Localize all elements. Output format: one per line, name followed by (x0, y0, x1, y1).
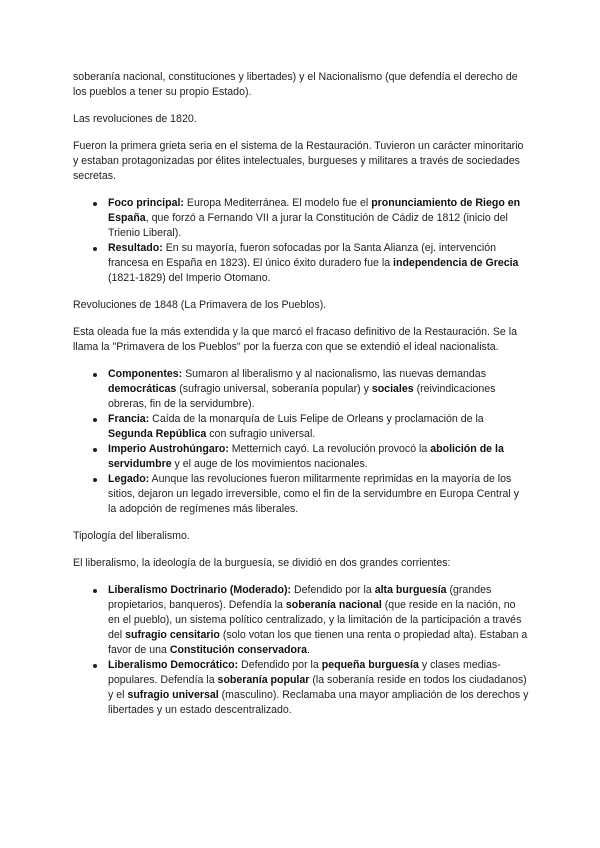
item-label: Imperio Austrohúngaro: (108, 443, 229, 455)
intro-paragraph: soberanía nacional, constituciones y libertades) y el Nacionalismo (que defendía el derecho de los pueblos a tener su propio Estado). (73, 71, 518, 98)
list-item-democratico: Liberalismo Democrático: Defendido por la pequeña burguesía y clases medias-populares. Defendía la soberanía popular (la soberanía reside en todos los ciudadanos) y el sufragio universal (masculino). Reclamaba una mayor ampliación de los derechos y libertades y un estado descentralizado. (108, 659, 529, 716)
paragraph-tipologia: El liberalismo, la ideología de la burguesía, se dividió en dos grandes corrientes: (73, 557, 451, 569)
list-item-foco: Foco principal: Europa Mediterránea. El modelo fue el pronunciamiento de Riego en España, que forzó a Fernando VII a jurar la Constitución de Cádiz de 1812 (inicio del Trienio Liberal). (108, 196, 529, 241)
list-item-francia: Francia: Caída de la monarquía de Luis Felipe de Orleans y proclamación de la Segunda República con sufragio universal. (108, 412, 529, 442)
item-label: Componentes: (108, 368, 183, 380)
item-label: Francia: (108, 413, 150, 425)
item-label: Liberalismo Democrático: (108, 659, 239, 671)
paragraph-1820: Fueron la primera grieta seria en el sistema de la Restauración. Tuvieron un carácter minoritario y estaban protagonizadas por élites intelectuales, burgueses y militares a través de sociedades secretas. (73, 140, 524, 182)
document-content (73, 70, 529, 730)
list-tipologia (73, 583, 529, 718)
item-label: Legado: (108, 473, 150, 485)
list-item-imperio: Imperio Austrohúngaro: Metternich cayó. La revolución provocó la abolición de la servidumbre y el auge de los movimientos nacionales. (108, 442, 529, 472)
list-item-resultado: Resultado: En su mayoría, fueron sofocadas por la Santa Alianza (ej. intervención francesa en España en 1823). El único éxito duradero fue la independencia de Grecia (1821-1829) del Imperio Otomano. (108, 241, 529, 286)
section-heading-1820: Las revoluciones de 1820. (73, 113, 197, 125)
item-label: Liberalismo Doctrinario (Moderado): (108, 584, 292, 596)
item-label: Foco principal: (108, 197, 184, 209)
list-item-doctrinario: Liberalismo Doctrinario (Moderado): Defendido por la alta burguesía (grandes propietarios, banqueros). Defendía la soberanía nacional (que reside en la nación, no en el pueblo), un sistema político centralizado, y la limitación de la participación a través del sufragio censitario (solo votan los que tienen una renta o propiedad alta). Estaban a favor de una Constitución conservadora. (108, 584, 528, 656)
list-1820 (73, 196, 529, 286)
list-1848 (73, 367, 529, 517)
section-heading-1848: Revoluciones de 1848 (La Primavera de los Pueblos). (73, 299, 327, 311)
list-item-componentes: Componentes: Sumaron al liberalismo y al nacionalismo, las nuevas demandas democráticas (sufragio universal, soberanía popular) y sociales (reivindicaciones obreras, fin de la servidumbre). (108, 367, 529, 412)
section-heading-tipologia: Tipología del liberalismo. (73, 530, 190, 542)
list-item-legado: Legado: Aunque las revoluciones fueron militarmente reprimidas en la mayoría de los sitios, dejaron un legado irreversible, como el fin de la servidumbre en Europa Central y la adopción de regímenes más liberales. (108, 472, 529, 517)
paragraph-1848: Esta oleada fue la más extendida y la que marcó el fracaso definitivo de la Restauración. Se la llama la "Primavera de los Pueblos" por la fuerza con que se extendió el ideal nacionalista. (73, 326, 518, 353)
item-label: Resultado: (108, 242, 163, 254)
